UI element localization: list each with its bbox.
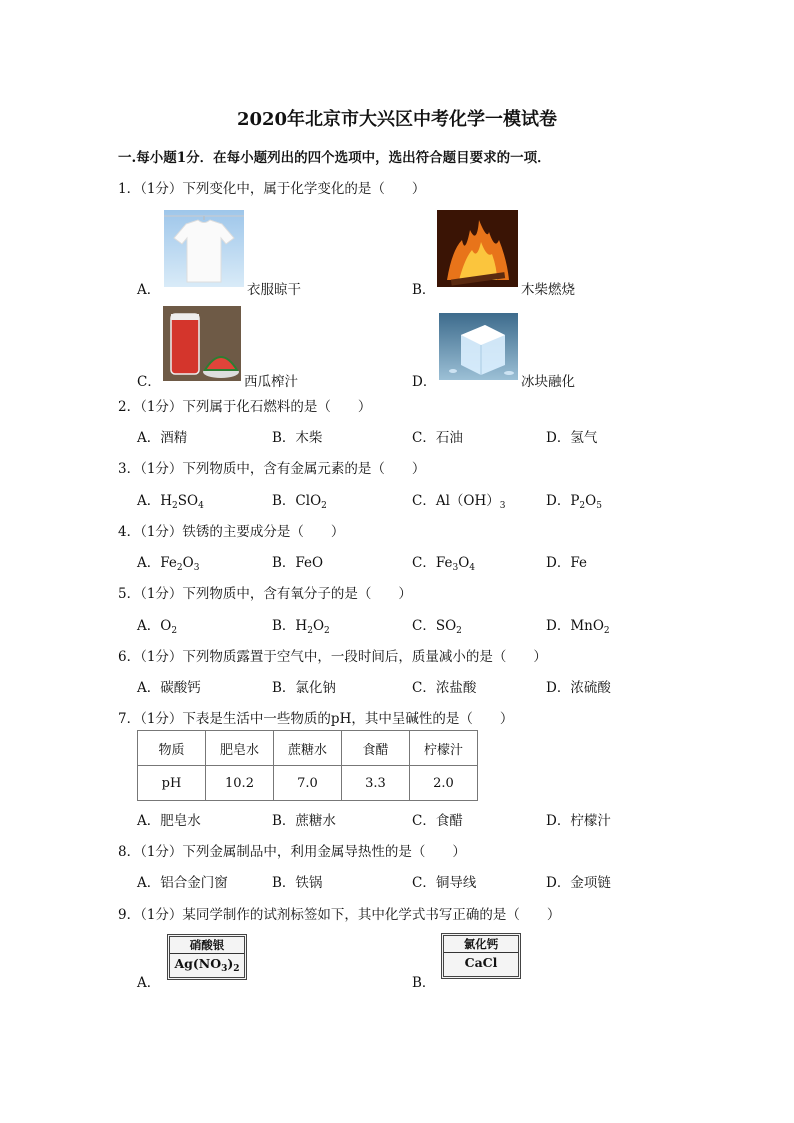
question-6-stem: 6．（1分）下列物质露置于空气中，一段时间后，质量减小的是（ ） xyxy=(118,649,547,665)
q7-option-a: A．肥皂水 xyxy=(137,813,201,829)
q1-option-a-letter: A． xyxy=(137,282,161,298)
q2-option-c: C．石油 xyxy=(412,430,463,446)
reagent-label-formula: $Ag(NO_3)_2$ xyxy=(174,956,240,974)
fire-image xyxy=(437,210,518,287)
reagent-label-name: 氯化钙 xyxy=(444,936,518,953)
q6-option-a: A．碳酸钙 xyxy=(137,680,201,696)
question-1-stem: 1．（1分）下列变化中，属于化学变化的是（ ） xyxy=(118,181,426,197)
ph-table xyxy=(137,730,478,801)
q8-option-b: B．铁锅 xyxy=(272,875,323,891)
reagent-label-calcium-chloride xyxy=(441,933,521,979)
q1-option-d-text: 冰块融化 xyxy=(521,374,575,390)
ice-cube-image xyxy=(439,313,518,380)
q3-option-b: B．ClO$_2$ xyxy=(272,493,327,511)
q8-option-a: A．铝合金门窗 xyxy=(137,875,228,891)
table-header-cell: 柠檬汁 xyxy=(410,731,478,766)
question-4-stem: 4．（1分）铁锈的主要成分是（ ） xyxy=(118,524,345,540)
q3-option-c: C．$Al(OH)_3$ xyxy=(412,493,506,511)
table-cell: pH xyxy=(138,766,206,801)
table-row xyxy=(138,766,478,801)
page-title: 2020年北京市大兴区中考化学一模试卷 xyxy=(236,109,558,130)
shirt-drying-image xyxy=(164,210,244,287)
q1-option-c-letter: C． xyxy=(137,374,161,390)
q4-option-b: B．FeO xyxy=(272,555,324,571)
question-8-stem: 8．（1分）下列金属制品中，利用金属导热性的是（ ） xyxy=(118,844,466,860)
q1-option-d-letter: D． xyxy=(412,374,437,390)
q7-option-b: B．蔗糖水 xyxy=(272,813,336,829)
q6-option-d: D．浓硫酸 xyxy=(546,680,611,696)
q5-option-c: C．$SO_2$ xyxy=(412,618,462,636)
reagent-label-silver-nitrate xyxy=(167,934,247,980)
question-5-stem: 5．（1分）下列物质中，含有氧分子的是（ ） xyxy=(118,586,412,602)
reagent-label-name: 硝酸银 xyxy=(170,937,244,954)
table-header-cell: 食醋 xyxy=(342,731,410,766)
q4-option-c: C．$Fe_3O_4$ xyxy=(412,555,475,573)
q1-option-a-text: 衣服晾干 xyxy=(247,282,301,298)
q2-option-a: A．酒精 xyxy=(137,430,188,446)
q9-option-a-letter: A． xyxy=(137,975,161,991)
q9-option-b-letter: B． xyxy=(412,975,436,991)
reagent-label-formula: CaCl xyxy=(464,955,498,970)
table-cell: 7.0 xyxy=(274,766,342,801)
table-cell: 10.2 xyxy=(206,766,274,801)
question-9-stem: 9．（1分）某同学制作的试剂标签如下，其中化学式书写正确的是（ ） xyxy=(118,907,561,923)
question-2-stem: 2．（1分）下列属于化石燃料的是（ ） xyxy=(118,399,372,415)
q5-option-b: B．$H_2O_2$ xyxy=(272,618,330,636)
q8-option-d: D．金项链 xyxy=(546,875,611,891)
q7-option-c: C．食醋 xyxy=(412,813,463,829)
table-header-cell: 物质 xyxy=(138,731,206,766)
section-heading: 一.每小题1分．在每小题列出的四个选项中，选出符合题目要求的一项． xyxy=(118,150,551,166)
table-header-cell: 蔗糖水 xyxy=(274,731,342,766)
table-cell: 3.3 xyxy=(342,766,410,801)
q5-option-a: A．$O_2$ xyxy=(137,618,178,636)
q3-option-a: A．$H_2SO_4$ xyxy=(137,493,204,511)
q2-option-b: B．木柴 xyxy=(272,430,323,446)
table-cell: 2.0 xyxy=(410,766,478,801)
q5-option-d: D．MnO$_2$ xyxy=(546,618,610,636)
question-7-stem: 7．（1分）下表是生活中一些物质的pH，其中呈碱性的是（ ） xyxy=(118,711,514,727)
q6-option-c: C．浓盐酸 xyxy=(412,680,477,696)
q4-option-d: D．Fe xyxy=(546,555,587,571)
q1-option-b-letter: B． xyxy=(412,282,436,298)
q4-option-a: A．$Fe_2O_3$ xyxy=(137,555,200,573)
watermelon-juice-image xyxy=(163,306,241,381)
table-header-cell: 肥皂水 xyxy=(206,731,274,766)
q6-option-b: B．氯化钠 xyxy=(272,680,336,696)
q3-option-d: D．$P_2O_5$ xyxy=(546,493,602,511)
q7-option-d: D．柠檬汁 xyxy=(546,813,611,829)
table-row xyxy=(138,731,478,766)
q1-option-b-text: 木柴燃烧 xyxy=(521,282,575,298)
q1-option-c-text: 西瓜榨汁 xyxy=(244,374,298,390)
q8-option-c: C．铜导线 xyxy=(412,875,477,891)
q2-option-d: D．氢气 xyxy=(546,430,598,446)
question-3-stem: 3．（1分）下列物质中，含有金属元素的是（ ） xyxy=(118,461,426,477)
